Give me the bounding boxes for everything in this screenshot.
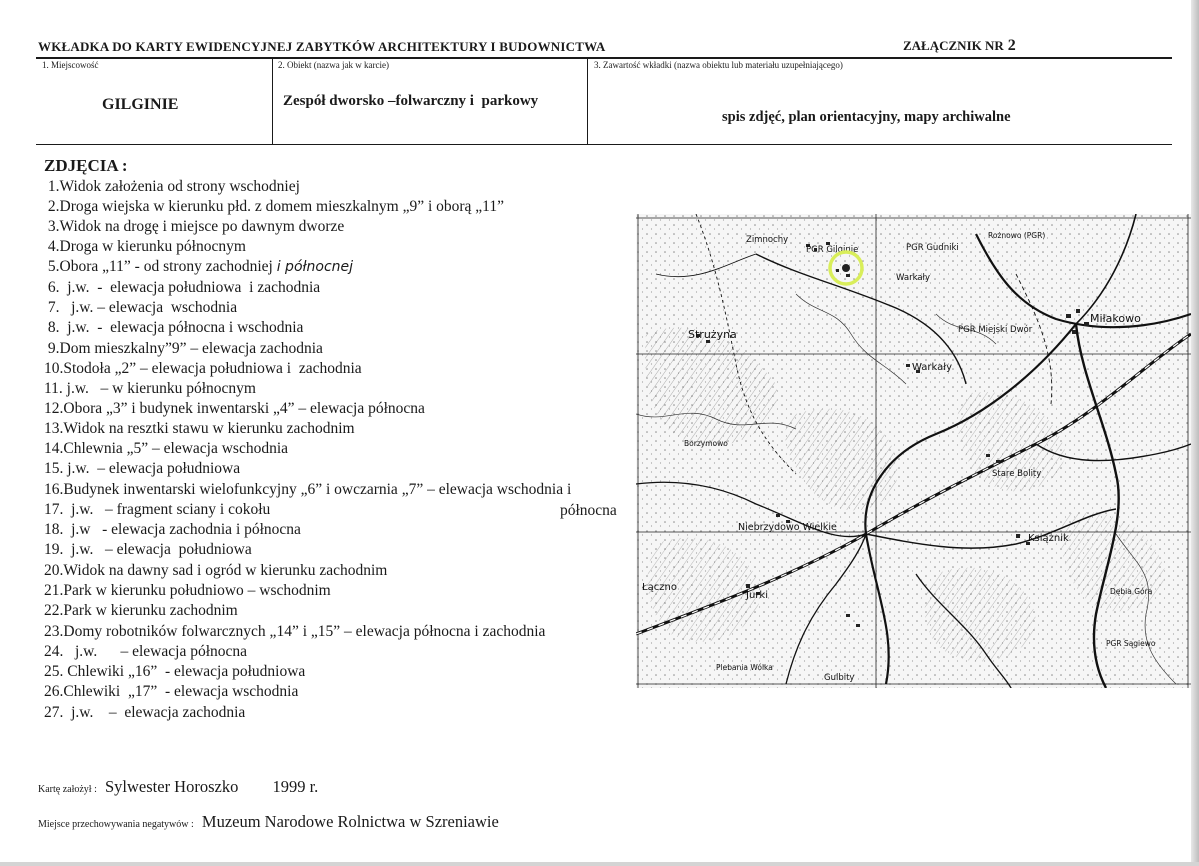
map-label: PGR Miejski Dwór (958, 325, 1033, 335)
object-label: 2. Obiekt (nazwa jak w karcie) (278, 60, 389, 70)
list-item-text: 17. j.w. – fragment sciany i cokołu (44, 501, 271, 518)
list-item (44, 623, 545, 641)
header-rule (36, 57, 1172, 59)
list-item-text: 23.Domy robotników folwarcznych „14” i „15” – elewacja północna i zachodnia (44, 623, 546, 640)
author-year: 1999 r. (272, 777, 319, 796)
cell-divider-2 (587, 58, 588, 144)
list-item (44, 643, 247, 661)
contents-value: spis zdjęć, plan orientacyjny, mapy archiwalne (722, 109, 1011, 125)
list-item-text: 7. j.w. – elewacja wschodnia (44, 299, 238, 316)
map-label: Łączno (642, 582, 677, 593)
orientation-map (636, 214, 1191, 688)
list-item-text: 18. j.w - elewacja zachodnia i północna (44, 521, 301, 538)
list-item (44, 683, 298, 701)
list-item (44, 198, 504, 216)
map-label: Rożnowo (PGR) (988, 231, 1046, 240)
list-item (44, 178, 300, 196)
map-label: Dębia Góra (1110, 587, 1153, 596)
list-item-text: 12.Obora „3” i budynek inwentarski „4” – elewacja północna (44, 400, 425, 417)
list-item-text: 19. j.w. – elewacja południowa (44, 541, 252, 558)
list-item-text: 2.Droga wiejska w kierunku płd. z domem mieszkalnym „9” i oborą „11” (44, 198, 504, 215)
list-item (44, 340, 323, 358)
map-label: Stare Bolity (992, 469, 1042, 479)
list-item (44, 360, 362, 378)
map-label: Warkały (912, 362, 952, 373)
list-item-text: 25. Chlewiki „16” - elewacja południowa (44, 663, 306, 680)
list-item (44, 704, 245, 722)
continuation-text: północna (560, 502, 617, 519)
list-item (44, 319, 303, 337)
cell-divider-1 (272, 58, 273, 144)
handwritten-note: i północnej (276, 259, 354, 275)
list-item (44, 501, 270, 519)
list-item-text: 1.Widok założenia od strony wschodniej (44, 178, 300, 195)
map-label: PGR Sągiewo (1106, 639, 1156, 648)
photos-heading: ZDJĘCIA : (44, 156, 128, 175)
place-label: 1. Miejscowość (42, 60, 99, 70)
list-item (44, 258, 353, 276)
list-item-text: 8. j.w. - elewacja północna i wschodnia (44, 319, 304, 336)
map-label: PGR Gilginie (806, 245, 859, 255)
list-item (44, 218, 344, 236)
map-label: Gulbity (824, 673, 855, 683)
list-item (44, 420, 355, 438)
list-item (44, 562, 387, 580)
map-label: Niebrzydowo Wielkie (738, 522, 837, 533)
map-label: Jurki (746, 590, 768, 601)
map-label: Borzymowo (684, 439, 728, 448)
list-item (44, 238, 246, 256)
page-edge-bottom (0, 862, 1199, 866)
map-label: PGR Gudniki (906, 243, 959, 253)
list-item (44, 582, 331, 600)
map-label: Strużyna (688, 328, 737, 341)
location-point-icon (842, 264, 850, 272)
list-item-text: 24. j.w. – elewacja północna (44, 643, 248, 660)
list-item-text: 6. j.w. - elewacja południowa i zachodnia (44, 279, 321, 296)
map-drawing (636, 214, 1191, 688)
list-item-text: 21.Park w kierunku południowo – wschodnim (44, 582, 331, 599)
page-edge (1191, 0, 1199, 866)
list-item-text: 4.Droga w kierunku północnym (44, 238, 246, 255)
list-item-text: 26.Chlewiki „17” - elewacja wschodnia (44, 683, 299, 700)
list-item (44, 299, 237, 317)
list-item (44, 380, 256, 398)
annex-label-text: ZAŁĄCZNIK NR (903, 38, 1004, 53)
author-name: Sylwester Horoszko (104, 777, 239, 796)
form-title: WKŁADKA DO KARTY EWIDENCYJNEJ ZABYTKÓW ARCHITEKTURY I BUDOWNICTWA (38, 39, 606, 54)
list-item-text: 27. j.w. – elewacja zachodnia (44, 704, 246, 721)
list-item-text: 10.Stodoła „2” – elewacja południowa i zachodnia (44, 360, 362, 377)
list-item (44, 663, 305, 681)
object-value: Zespół dworsko –folwarczny i parkowy (283, 93, 539, 109)
list-item (44, 602, 238, 620)
map-label: Zimnochy (746, 235, 789, 245)
list-item-text: 13.Widok na resztki stawu w kierunku zachodnim (44, 420, 355, 437)
table-bottom-rule (36, 144, 1172, 145)
list-item-text: 15. j.w. – elewacja południowa (44, 460, 241, 477)
list-item-text: 5.Obora „11” - od strony zachodniej (44, 258, 277, 275)
storage-row (38, 812, 499, 832)
annex-number: 2 (1007, 37, 1016, 54)
storage-value: Muzeum Narodowe Rolnictwa w Szreniawie (201, 812, 499, 831)
list-item-text: 22.Park w kierunku zachodnim (44, 602, 238, 619)
place-value: GILGINIE (102, 96, 179, 113)
list-item-text: 9.Dom mieszkalny”9” – elewacja zachodnia (44, 340, 323, 357)
list-item (44, 541, 252, 559)
list-item-text: 16.Budynek inwentarski wielofunkcyjny „6” i owczarnia „7” – elewacja wschodnia i (44, 481, 572, 498)
map-label: Książnik (1028, 533, 1069, 544)
list-item (44, 440, 288, 458)
list-item-text: 20.Widok na dawny sad i ogród w kierunku zachodnim (44, 562, 388, 579)
list-item (44, 279, 320, 297)
author-row (38, 777, 318, 797)
map-label: Plebania Wólka (716, 663, 773, 672)
map-label: Warkały (896, 273, 930, 283)
list-item (44, 400, 425, 418)
annex-label (903, 37, 1016, 55)
author-label: Kartę założył : (38, 784, 97, 795)
contents-label: 3. Zawartość wkładki (nazwa obiektu lub materiału uzupełniającego) (594, 60, 843, 70)
list-item-text: 11. j.w. – w kierunku północnym (44, 380, 256, 397)
list-item-text: 3.Widok na drogę i miejsce po dawnym dworze (44, 218, 345, 235)
map-label: Miłakowo (1090, 312, 1141, 325)
list-item-text: 14.Chlewnia „5” – elewacja wschodnia (44, 440, 289, 457)
list-item (44, 460, 240, 478)
list-item (44, 521, 301, 539)
storage-label: Miejsce przechowywania negatywów : (38, 819, 194, 830)
list-item (44, 481, 571, 499)
